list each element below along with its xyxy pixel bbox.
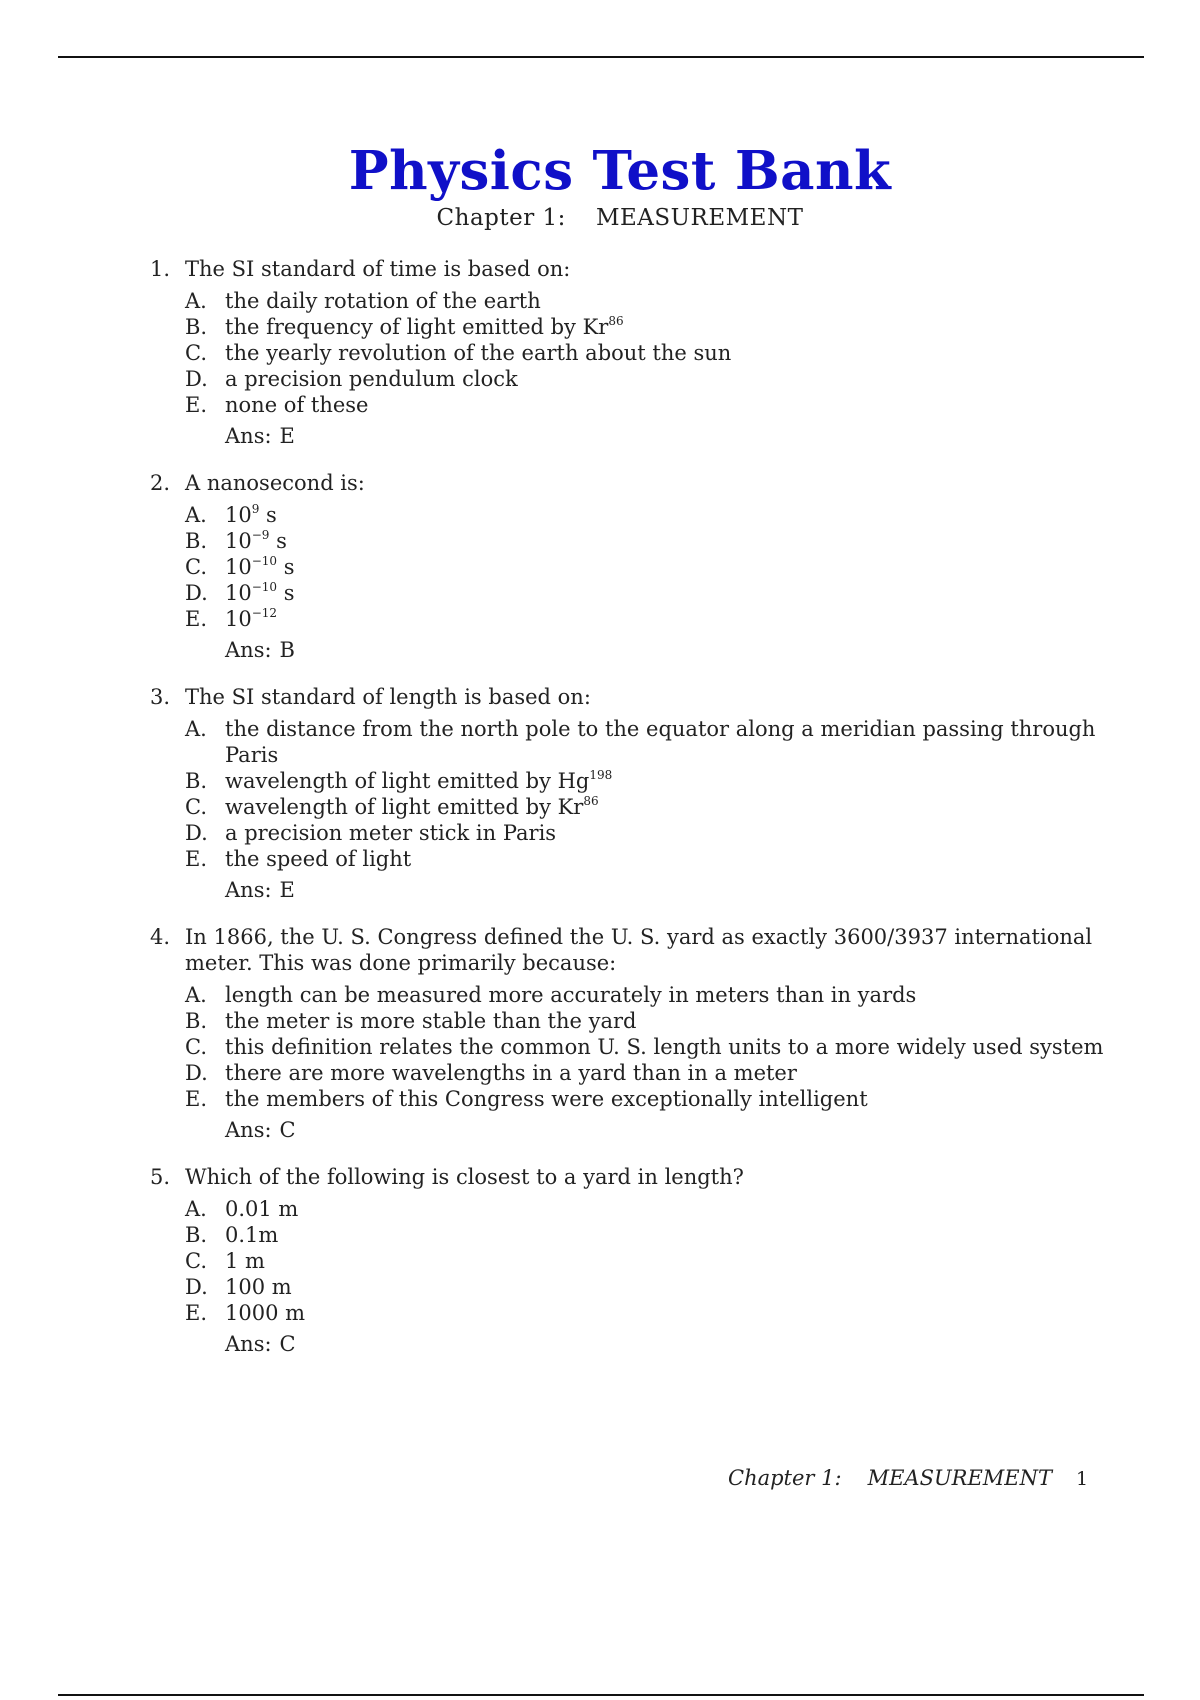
option-superscript: −9	[251, 528, 270, 542]
option-text: the frequency of light emitted by Kr	[225, 315, 609, 339]
option-letter: E.	[185, 847, 208, 871]
question-number: 3.	[150, 685, 171, 709]
question-stem	[150, 924, 1150, 976]
option-text: 1000 m	[225, 1301, 306, 1325]
option-unit: s	[277, 581, 295, 605]
option-text-wrap	[225, 1034, 1103, 1060]
answer-option	[185, 1086, 1150, 1112]
option-letter: A.	[185, 983, 207, 1007]
option-letter: D.	[185, 821, 208, 845]
option-text-wrap	[225, 1086, 868, 1112]
option-text: the yearly revolution of the earth about the sun	[225, 341, 732, 365]
option-text: this definition relates the common U. S. length units to a more widely used system	[225, 1035, 1104, 1059]
question-item	[150, 256, 1150, 450]
option-letter: E.	[185, 393, 208, 417]
option-text-wrap	[225, 606, 277, 632]
question-item	[150, 684, 1150, 904]
question-list	[150, 256, 1150, 1378]
option-unit: s	[277, 555, 295, 579]
question-text: Which of the following is closest to a yard in length?	[185, 1165, 744, 1189]
option-text: the speed of light	[225, 847, 412, 871]
answer-value: C	[279, 1332, 296, 1356]
option-text-wrap	[225, 1300, 305, 1326]
answer-label: Ans:	[225, 424, 272, 448]
answer-option	[185, 580, 1150, 606]
option-text-wrap	[225, 1248, 265, 1274]
option-text-wrap	[225, 716, 1150, 768]
option-text: wavelength of light emitted by Hg	[225, 769, 590, 793]
answer-option	[185, 768, 1150, 794]
option-letter: C.	[185, 1035, 207, 1059]
option-unit: s	[259, 503, 277, 527]
option-text: 10	[225, 529, 252, 553]
chapter-heading	[0, 205, 1200, 231]
option-unit: s	[269, 529, 287, 553]
answer-key	[225, 422, 1150, 450]
option-letter: C.	[185, 341, 207, 365]
answer-label: Ans:	[225, 1332, 272, 1356]
option-text-wrap	[225, 340, 731, 366]
answer-option	[185, 502, 1150, 528]
answer-option	[185, 392, 1150, 418]
answer-option	[185, 846, 1150, 872]
option-text-wrap	[225, 1274, 292, 1300]
option-text: there are more wavelengths in a yard than in a meter	[225, 1061, 797, 1085]
option-text-wrap	[225, 982, 916, 1008]
option-text-wrap	[225, 1060, 797, 1086]
option-letter: B.	[185, 315, 208, 339]
answer-key	[225, 1330, 1150, 1358]
page-title: Physics Test Bank	[348, 140, 892, 202]
option-text: 0.1m	[225, 1223, 279, 1247]
answer-option	[185, 1060, 1150, 1086]
option-text: the distance from the north pole to the equator along a meridian passing through Paris	[225, 717, 1096, 767]
option-text-wrap	[225, 580, 295, 606]
footer-chapter-label: Chapter 1:	[728, 1466, 842, 1490]
answer-key	[225, 876, 1150, 904]
question-number: 1.	[150, 257, 171, 281]
option-superscript: 86	[583, 794, 599, 808]
answer-value: E	[279, 878, 295, 902]
option-letter: B.	[185, 1223, 208, 1247]
question-number: 5.	[150, 1165, 171, 1189]
option-letter: C.	[185, 795, 207, 819]
question-stem	[150, 684, 1150, 710]
answer-option	[185, 982, 1150, 1008]
option-text: 100 m	[225, 1275, 292, 1299]
option-superscript: 9	[251, 502, 260, 516]
option-letter: D.	[185, 367, 208, 391]
answer-option	[185, 340, 1150, 366]
top-rule	[58, 56, 1144, 58]
option-text-wrap	[225, 1222, 278, 1248]
question-item	[150, 470, 1150, 664]
question-text: In 1866, the U. S. Congress defined the U. S. yard as exactly 3600/3937 international meter. This was done primarily because:	[185, 925, 1093, 975]
option-text: 10	[225, 503, 252, 527]
option-text: the daily rotation of the earth	[225, 289, 541, 313]
option-text: a precision meter stick in Paris	[225, 821, 557, 845]
option-letter: B.	[185, 769, 208, 793]
option-text: the meter is more stable than the yard	[225, 1009, 637, 1033]
option-text-wrap	[225, 528, 287, 554]
answer-option	[185, 1196, 1150, 1222]
option-superscript: −10	[251, 554, 278, 568]
option-letter: E.	[185, 1087, 208, 1111]
option-text-wrap	[225, 366, 518, 392]
question-item	[150, 1164, 1150, 1358]
option-text: 10	[225, 581, 252, 605]
option-letter: E.	[185, 607, 208, 631]
option-text-wrap	[225, 768, 612, 794]
option-superscript: 86	[608, 314, 624, 328]
answer-option	[185, 606, 1150, 632]
bottom-rule	[58, 1694, 1144, 1696]
option-letter: B.	[185, 1009, 208, 1033]
option-text: 10	[225, 607, 252, 631]
option-list	[185, 1196, 1150, 1326]
question-stem	[150, 1164, 1150, 1190]
answer-key	[225, 1116, 1150, 1144]
answer-option	[185, 1034, 1150, 1060]
option-letter: A.	[185, 289, 207, 313]
answer-value: E	[279, 424, 295, 448]
option-superscript: 198	[589, 768, 613, 782]
answer-option	[185, 1300, 1150, 1326]
answer-label: Ans:	[225, 1118, 272, 1142]
option-letter: A.	[185, 503, 207, 527]
option-text: the members of this Congress were exceptionally intelligent	[225, 1087, 868, 1111]
option-text: length can be measured more accurately in meters than in yards	[225, 983, 917, 1007]
footer-chapter-name: MEASUREMENT	[867, 1466, 1053, 1490]
option-letter: E.	[185, 1301, 208, 1325]
answer-option	[185, 314, 1150, 340]
option-letter: A.	[185, 717, 207, 741]
option-letter: D.	[185, 1275, 208, 1299]
answer-label: Ans:	[225, 638, 272, 662]
option-text-wrap	[225, 1196, 298, 1222]
option-text: 0.01 m	[225, 1197, 299, 1221]
question-number: 2.	[150, 471, 171, 495]
answer-option	[185, 528, 1150, 554]
answer-value: B	[279, 638, 295, 662]
option-letter: C.	[185, 1249, 207, 1273]
question-text: The SI standard of time is based on:	[185, 257, 571, 281]
question-stem	[150, 470, 1150, 496]
answer-label: Ans:	[225, 878, 272, 902]
option-list	[185, 288, 1150, 418]
option-list	[185, 502, 1150, 632]
page-footer	[728, 1466, 1052, 1490]
option-text: a precision pendulum clock	[225, 367, 518, 391]
option-letter: A.	[185, 1197, 207, 1221]
answer-option	[185, 1248, 1150, 1274]
option-text-wrap	[225, 392, 368, 418]
option-text: 1 m	[225, 1249, 265, 1273]
question-stem	[150, 256, 1150, 282]
option-letter: B.	[185, 529, 208, 553]
option-text: none of these	[225, 393, 369, 417]
option-text-wrap	[225, 1008, 636, 1034]
question-item	[150, 924, 1150, 1144]
answer-option	[185, 366, 1150, 392]
answer-option	[185, 554, 1150, 580]
answer-value: C	[279, 1118, 296, 1142]
page-number: 1	[1076, 1468, 1089, 1490]
question-number: 4.	[150, 925, 171, 949]
option-list	[185, 716, 1150, 872]
option-text-wrap	[225, 554, 295, 580]
question-text: A nanosecond is:	[185, 471, 365, 495]
option-letter: D.	[185, 1061, 208, 1085]
option-text-wrap	[225, 820, 556, 846]
option-superscript: −12	[251, 606, 278, 620]
question-text: The SI standard of length is based on:	[185, 685, 591, 709]
option-text-wrap	[225, 794, 599, 820]
answer-option	[185, 794, 1150, 820]
option-text: wavelength of light emitted by Kr	[225, 795, 584, 819]
option-text-wrap	[225, 314, 624, 340]
chapter-name: MEASUREMENT	[595, 205, 804, 231]
option-superscript: −10	[251, 580, 278, 594]
answer-option	[185, 820, 1150, 846]
option-text-wrap	[225, 846, 411, 872]
answer-option	[185, 1222, 1150, 1248]
option-text-wrap	[225, 288, 541, 314]
answer-option	[185, 1274, 1150, 1300]
option-text: 10	[225, 555, 252, 579]
option-text-wrap	[225, 502, 277, 528]
option-list	[185, 982, 1150, 1112]
answer-option	[185, 288, 1150, 314]
answer-option	[185, 716, 1150, 768]
option-letter: D.	[185, 581, 208, 605]
answer-key	[225, 636, 1150, 664]
answer-option	[185, 1008, 1150, 1034]
option-letter: C.	[185, 555, 207, 579]
chapter-label: Chapter 1:	[436, 205, 566, 231]
